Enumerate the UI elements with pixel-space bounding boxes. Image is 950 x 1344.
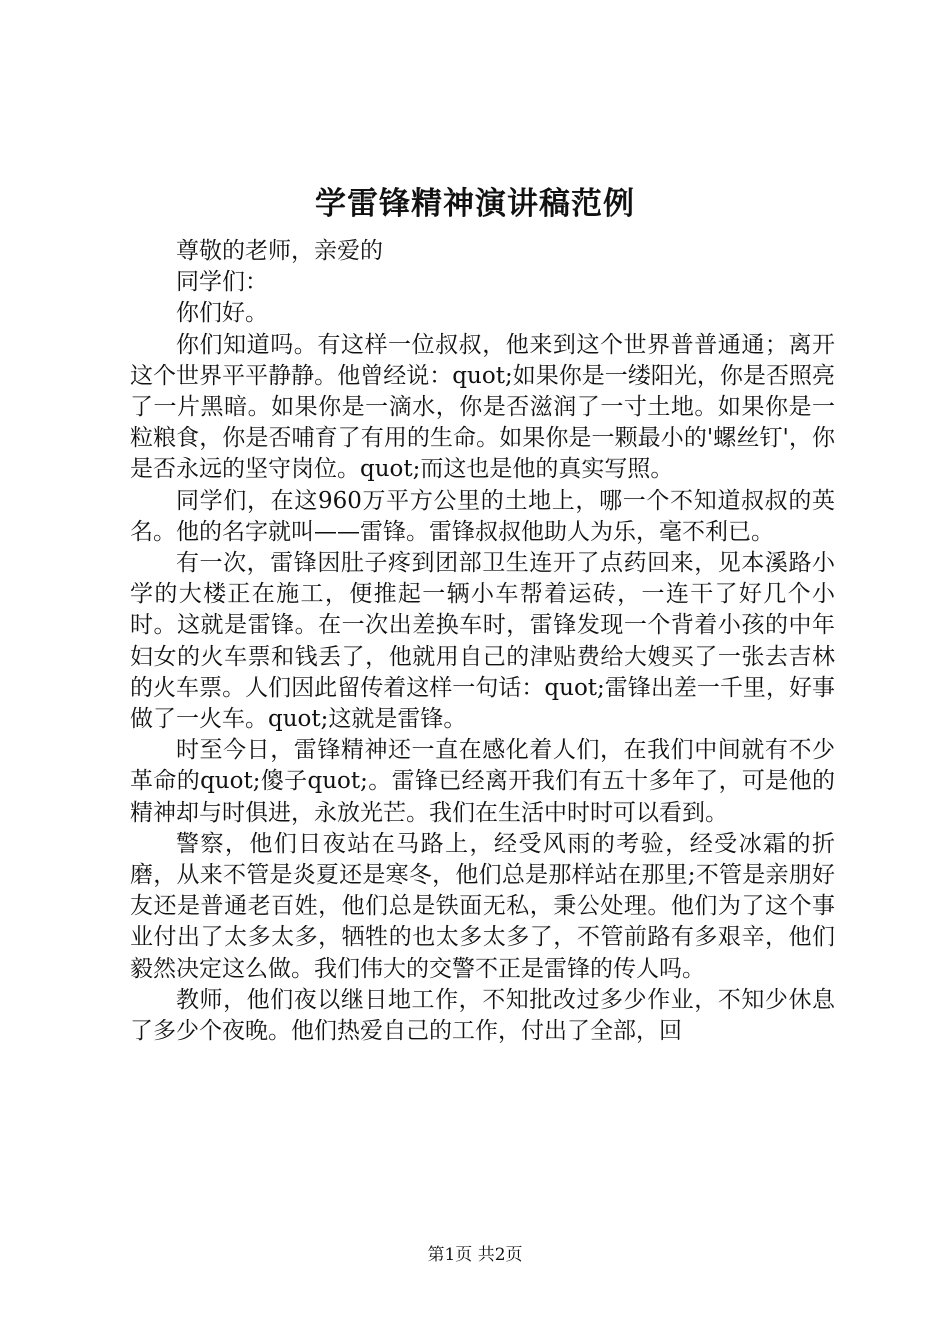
paragraph-salutation: 尊敬的老师，亲爱的 [176, 238, 383, 264]
paragraph-body: 教师，他们夜以继日地工作，不知批改过多少作业，不知少休息了多少个夜晚。他们热爱自己的工作，付出了全部，回 [130, 986, 835, 1045]
document-title: 学雷锋精神演讲稿范例 [315, 186, 635, 222]
paragraph-body: 你们知道吗。有这样一位叔叔，他来到这个世界普普通通；离开这个世界平平静静。他曾经说：quot;如果你是一缕阳光，你是否照亮了一片黑暗。如果你是一滴水，你是否滋润了一寸土地。如果你是一粒粮食，你是否哺育了有用的生命。如果你是一颗最小的'螺丝钉'，你是否永远的坚守岗位。quot;而这也是他的真实写照。 [130, 331, 835, 483]
paragraph-body: 同学们，在这960万平方公里的土地上，哪一个不知道叔叔的英名。他的名字就叫——雷锋。雷锋叔叔他助人为乐，毫不利已。 [130, 487, 835, 545]
paragraph-body: 警察，他们日夜站在马路上，经受风雨的考验，经受冰霜的折磨，从来不管是炎夏还是寒冬，他们总是那样站在那里;不管是亲朋好友还是普通老百姓，他们总是铁面无私，秉公处理。他们为了这个事业付出了太多太多，牺牲的也太多太多了，不管前路有多艰辛，他们毅然决定这么做。我们伟大的交警不正是雷锋的传人吗。 [130, 830, 835, 982]
paragraph-addressee: 同学们： [176, 269, 268, 296]
paragraph-body: 时至今日，雷锋精神还一直在感化着人们，在我们中间就有不少革命的quot;傻子quot;。雷锋已经离开我们有五十多年了，可是他的精神却与时俱进，永放光芒。我们在生活中时时可以看到。 [130, 737, 835, 826]
page-number-footer: 第1页 共2页 [427, 1245, 523, 1265]
paragraph-body: 有一次，雷锋因肚子疼到团部卫生连开了点药回来，见本溪路小学的大楼正在施工，便推起一辆小车帮着运砖，一连干了好几个小时。这就是雷锋。在一次出差换车时，雷锋发现一个背着小孩的中年妇女的火车票和钱丢了，他就用自己的津贴费给大嫂买了一张去吉林的火车票。人们因此留传着这样一句话：quot;雷锋出差一千里，好事做了一火车。quot;这就是雷锋。 [130, 550, 835, 733]
paragraph-greeting: 你们好。 [176, 300, 268, 327]
document-body [130, 236, 835, 1047]
